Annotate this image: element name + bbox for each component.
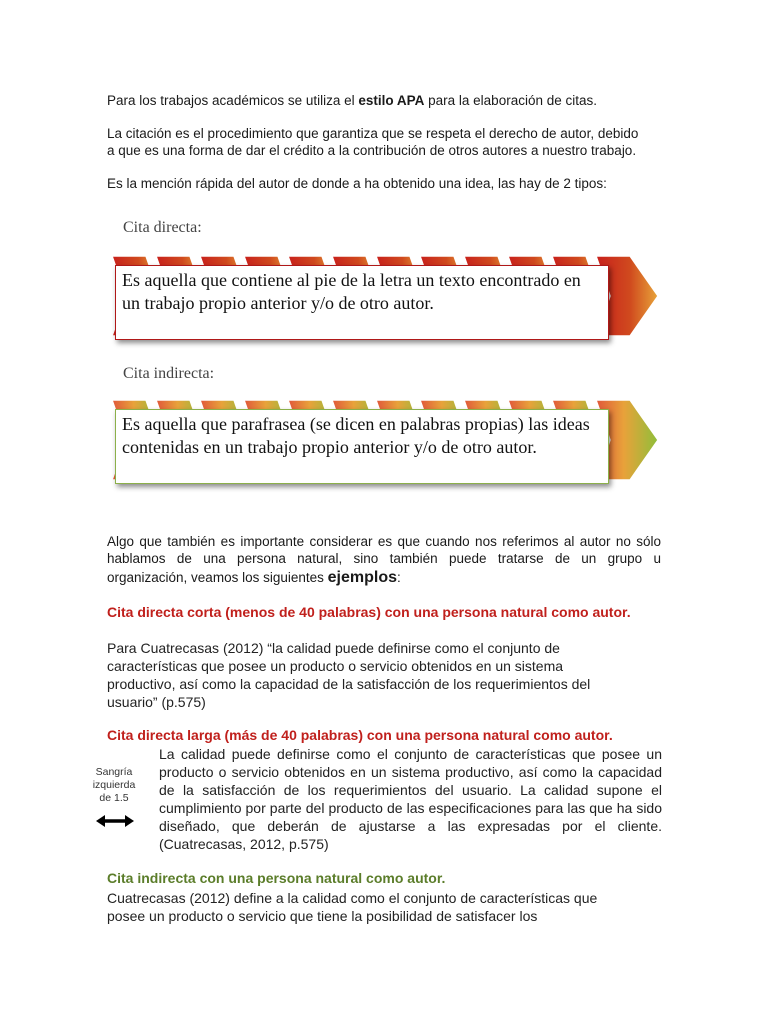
- intro-text: Para los trabajos académicos se utiliza el: [107, 93, 359, 108]
- intro-line-1: [107, 92, 667, 109]
- citation-definition-line-2: a que es una forma de dar el crédito a la contribución de otros autores a nuestro trabajo.: [107, 143, 637, 158]
- examples-colon: :: [396, 570, 401, 585]
- author-types-line-2: hablamos de una persona natural, sino también puede tratarse de un grupo u: [107, 551, 661, 566]
- example-1-text: [107, 639, 667, 711]
- example-2-heading: Cita directa larga (más de 40 palabras) con una persona natural como autor.: [107, 727, 613, 743]
- example-1-line-4: usuario” (p.575): [107, 694, 206, 710]
- citation-definition-line-1: La citación es el procedimiento que garantiza que se respeta el derecho de autor, debido: [107, 126, 639, 141]
- indent-note-line-1: Sangría: [95, 766, 133, 778]
- direct-citation-box: [115, 265, 609, 340]
- direct-citation-label: Cita directa:: [123, 219, 202, 236]
- examples-lead-text: organización, veamos los siguientes: [107, 570, 328, 585]
- indirect-citation-text: Es aquella que parafrasea (se dicen en palabras propias) las ideas contenidas en un trabajo propio anterior y/o de otro autor.: [122, 414, 590, 457]
- example-3-line-2: posee un producto o servicio que tiene la posibilidad de satisfacer los: [107, 908, 538, 924]
- example-3-line-1: Cuatrecasas (2012) define a la calidad como el conjunto de características que: [107, 890, 598, 906]
- indirect-citation-box: [115, 409, 609, 484]
- intro-text-end: para la elaboración de citas.: [424, 93, 597, 108]
- example-1-line-3: productivo, así como la capacidad de la satisfacción de los requerimientos del: [107, 676, 591, 692]
- long-quote-block: La calidad puede definirse como el conjunto de características que posee un producto o servicio obtenidos en un sistema productivo, así como la capacidad de la satisfacción de los requerimientos del usuario. La calidad supone el cumplimiento por parte del producto de las especificaciones para las que ha sido diseñado, que deberán de ajustarse a las expresadas por el cliente. (Cuatrecasas, 2012, p.575): [159, 746, 662, 852]
- author-types-line-3: [107, 569, 661, 586]
- citation-definition: [107, 125, 667, 159]
- direct-citation-text: Es aquella que contiene al pie de la letra un texto encontrado en un trabajo propio anterior y/o de otro autor.: [122, 270, 581, 313]
- example-3-text: [107, 889, 667, 925]
- example-1-heading: Cita directa corta (menos de 40 palabras) con una persona natural como autor.: [107, 604, 631, 620]
- example-3-heading: Cita indirecta con una persona natural como autor.: [107, 870, 446, 886]
- indirect-citation-label: Cita indirecta:: [123, 365, 215, 382]
- indent-note: [86, 766, 142, 805]
- double-headed-arrow-icon: [96, 814, 134, 828]
- author-types-line-1: Algo que también es importante considerar es que cuando nos referimos al autor no sólo: [107, 534, 661, 549]
- apa-style-emphasis: estilo APA: [358, 93, 425, 108]
- author-types-paragraph: [107, 533, 661, 586]
- example-1-line-2: características que posee un producto o servicio obtenidos en un sistema: [107, 658, 564, 674]
- examples-emphasis: ejemplos: [327, 569, 397, 586]
- indent-note-line-2: izquierda: [92, 779, 136, 791]
- citation-types-intro: Es la mención rápida del autor de donde a ha obtenido una idea, las hay de 2 tipos:: [107, 176, 607, 191]
- indent-note-line-3: de 1.5: [99, 792, 129, 804]
- example-1-line-1: Para Cuatrecasas (2012) “la calidad puede definirse como el conjunto de: [107, 640, 560, 656]
